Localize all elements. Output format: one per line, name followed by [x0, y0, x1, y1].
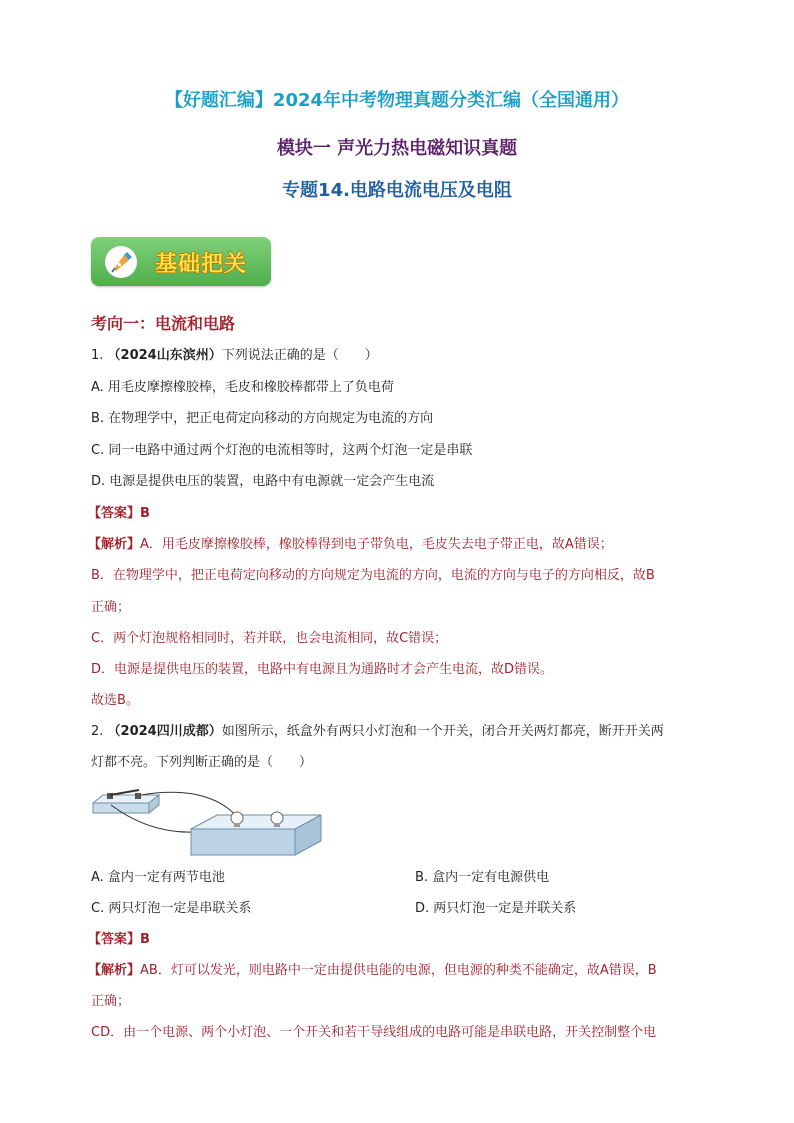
q1-analysis-line-1: [88, 536, 613, 554]
pen-nib-icon: [105, 246, 137, 278]
q1-analysis-line-5: D．电源是提供电压的装置，电路中有电源且为通路时才会产生电流，故D错误。: [91, 662, 554, 677]
q2-option-a: A. 盒内一定有两节电池: [91, 870, 225, 885]
section-title: 考向一：电流和电路: [91, 314, 236, 333]
q2-option-b: B. 盒内一定有电源供电: [415, 870, 550, 885]
question-text: 下列说法正确的是（ ）: [221, 348, 378, 363]
banner-label: 基础把关: [155, 252, 248, 277]
document-title: 【好题汇编】2024年中考物理真题分类汇编（全国通用）: [164, 90, 630, 111]
analysis-text: A．用毛皮摩擦橡胶棒，橡胶棒得到电子带负电，毛皮失去电子带正电，故A错误；: [140, 537, 613, 552]
q1-option-a: A. 用毛皮摩擦橡胶棒，毛皮和橡胶棒都带上了负电荷: [91, 380, 394, 395]
analysis-text: AB．灯可以发光，则电路中一定由提供电能的电源，但电源的种类不能确定，故A错误，B: [140, 963, 657, 978]
question-source: （2024山东滨州）: [107, 348, 222, 363]
q1-option-b: B. 在物理学中，把正电荷定向移动的方向规定为电流的方向: [91, 411, 434, 426]
question-1-stem: [91, 347, 378, 365]
q1-analysis-line-2: B．在物理学中，把正电荷定向移动的方向规定为电流的方向，电流的方向与电子的方向相反，故B: [91, 568, 655, 583]
topic-title: 专题14.电路电流电压及电阻: [282, 180, 512, 201]
module-title: 模块一 声光力热电磁知识真题: [276, 138, 518, 159]
q1-analysis-line-3: 正确；: [91, 600, 131, 615]
analysis-tag: 【解析】: [88, 963, 141, 978]
q2-analysis-line-2: 正确；: [91, 994, 131, 1009]
question-number: 1.: [91, 348, 104, 363]
q2-option-d: D. 两只灯泡一定是并联关系: [415, 901, 577, 916]
q2-option-c: C. 两只灯泡一定是串联关系: [91, 901, 252, 916]
section-banner: [91, 237, 271, 286]
circuit-box-figure: [91, 785, 331, 869]
analysis-tag: 【解析】: [88, 537, 141, 552]
q1-option-d: D. 电源是提供电压的装置，电路中有电源就一定会产生电流: [91, 474, 435, 489]
question-number: 2.: [91, 724, 104, 739]
question-2-stem: [91, 723, 664, 741]
q2-analysis-line-1: [88, 962, 657, 980]
q2-analysis-line-3: CD．由一个电源、两个小灯泡、一个开关和若干导线组成的电路可能是串联电路，开关控制整个电: [91, 1025, 657, 1040]
q1-answer: 【答案】B: [88, 506, 150, 521]
q2-answer: 【答案】B: [88, 932, 150, 947]
question-text: 如图所示，纸盒外有两只小灯泡和一个开关，闭合开关两灯都亮，断开开关两: [221, 724, 664, 739]
question-source: （2024四川成都）: [107, 724, 222, 739]
q1-analysis-line-6: 故选B。: [91, 693, 139, 708]
question-2-stem-line-2: 灯都不亮。下列判断正确的是（ ）: [91, 755, 313, 770]
q1-analysis-line-4: C．两个灯泡规格相同时，若并联，也会电流相同，故C错误；: [91, 631, 448, 646]
q1-option-c: C. 同一电路中通过两个灯泡的电流相等时，这两个灯泡一定是串联: [91, 443, 473, 458]
